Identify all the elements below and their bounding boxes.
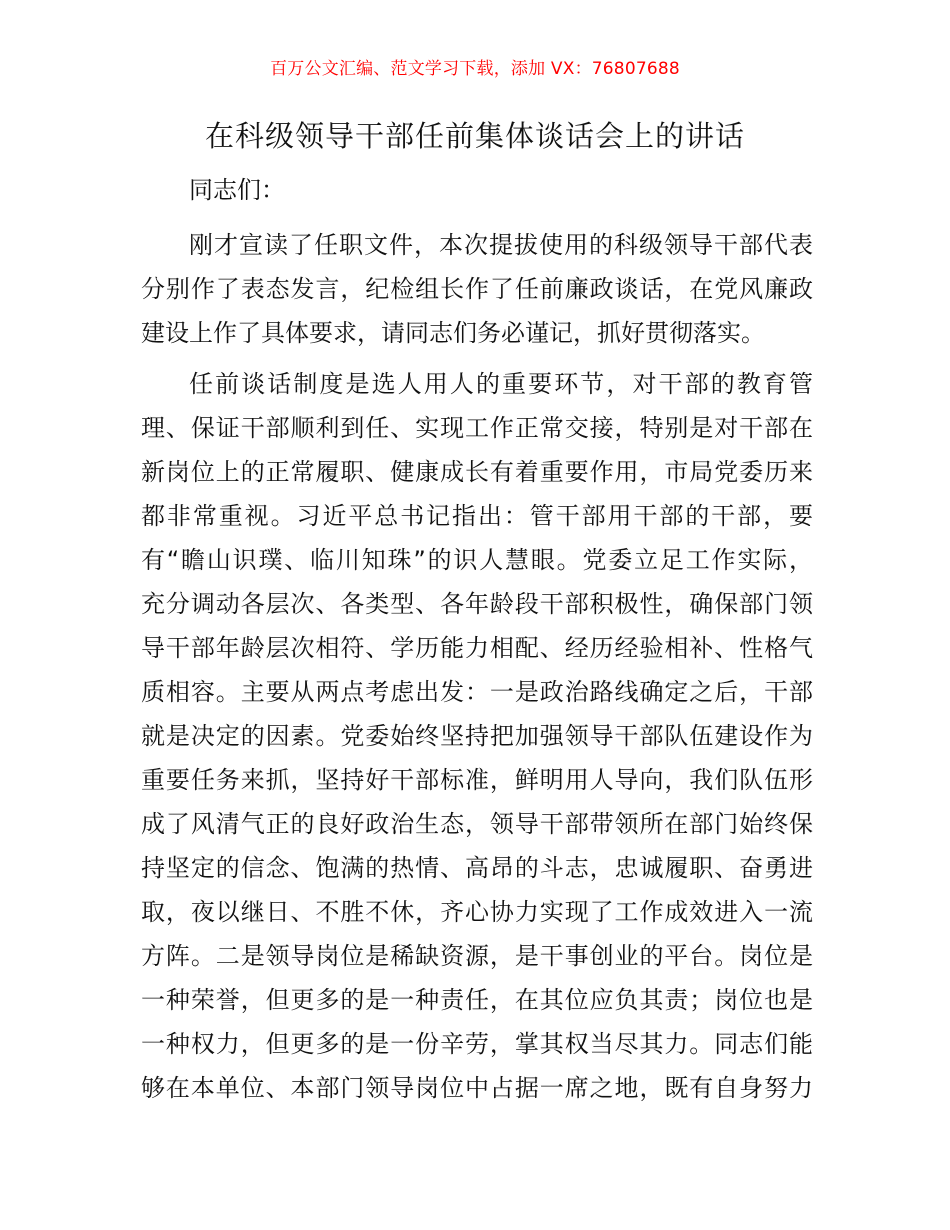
paragraph-1-line: 刚才宣读了任职文件，本次提拔使用的科级领导干部代表 xyxy=(189,231,813,259)
paragraph-2-line: 都非常重视。习近平总书记指出：管干部用干部的干部，要 xyxy=(141,502,813,530)
paragraph-2-line: 有“瞻山识璞、临川知珠”的识人慧眼。党委立足工作实际， xyxy=(141,546,813,574)
paragraph-2-line: 取，夜以继日、不胜不休，齐心协力实现了工作成效进入一流 xyxy=(141,898,813,926)
paragraph-2-line: 质相容。主要从两点考虑出发：一是政治路线确定之后，干部 xyxy=(141,678,813,706)
greeting: 同志们： xyxy=(189,176,285,204)
paragraph-1-line: 分别作了表态发言，纪检组长作了任前廉政谈话，在党风廉政 xyxy=(141,275,813,303)
paragraph-2-line: 成了风清气正的良好政治生态，领导干部带领所在部门始终保 xyxy=(141,810,813,838)
paragraph-2-line: 持坚定的信念、饱满的热情、高昂的斗志，忠诚履职、奋勇进 xyxy=(141,854,813,882)
paragraph-2-line: 重要任务来抓，坚持好干部标准，鲜明用人导向，我们队伍形 xyxy=(141,766,813,794)
paragraph-2-line: 够在本单位、本部门领导岗位中占据一席之地，既有自身努力 xyxy=(141,1074,813,1102)
paragraph-2-line: 方阵。二是领导岗位是稀缺资源，是干事创业的平台。岗位是 xyxy=(141,942,813,970)
paragraph-2-line: 导干部年龄层次相符、学历能力相配、经历经验相补、性格气 xyxy=(141,634,813,662)
paragraph-2-line: 充分调动各层次、各类型、各年龄段干部积极性，确保部门领 xyxy=(141,590,813,618)
paragraph-2-line: 一种荣誉，但更多的是一种责任，在其位应负其责；岗位也是 xyxy=(141,986,813,1014)
watermark-text: 百万公文汇编、范文学习下载，添加 VX：76807688 xyxy=(270,59,680,79)
paragraph-1-line: 建设上作了具体要求，请同志们务必谨记，抓好贯彻落实。 xyxy=(141,319,765,347)
paragraph-2-line: 就是决定的因素。党委始终坚持把加强领导干部队伍建设作为 xyxy=(141,722,813,750)
page-title: 在科级领导干部任前集体谈话会上的讲话 xyxy=(204,119,745,153)
paragraph-2-line: 理、保证干部顺利到任、实现工作正常交接，特别是对干部在 xyxy=(141,414,813,442)
paragraph-2-line: 一种权力，但更多的是一份辛劳，掌其权当尽其力。同志们能 xyxy=(141,1030,813,1058)
paragraph-2-line: 任前谈话制度是选人用人的重要环节，对干部的教育管 xyxy=(189,370,813,398)
paragraph-2-line: 新岗位上的正常履职、健康成长有着重要作用，市局党委历来 xyxy=(141,458,813,486)
